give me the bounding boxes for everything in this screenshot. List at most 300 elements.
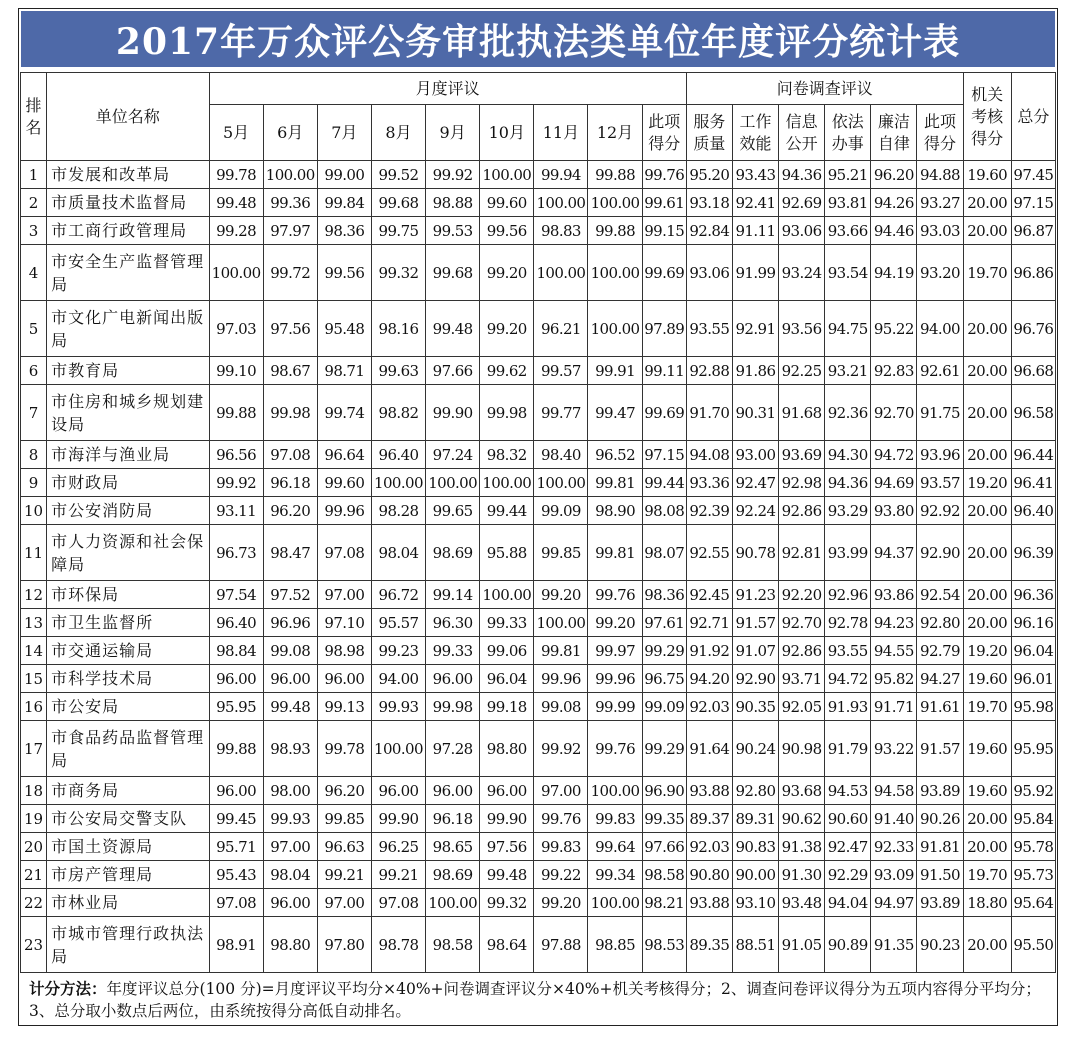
score-cell: 100.00 <box>534 245 588 301</box>
header-survey-score: 此项得分 <box>917 105 963 161</box>
score-cell: 99.69 <box>642 385 686 441</box>
rank-cell: 1 <box>21 161 47 189</box>
score-cell: 94.53 <box>825 777 871 805</box>
score-cell: 98.21 <box>642 889 686 917</box>
score-cell: 20.00 <box>963 581 1011 609</box>
score-cell: 98.08 <box>642 497 686 525</box>
score-cell: 20.00 <box>963 301 1011 357</box>
header-survey-item: 工作效能 <box>732 105 778 161</box>
score-cell: 99.09 <box>642 693 686 721</box>
score-cell: 99.90 <box>480 805 534 833</box>
rank-cell: 17 <box>21 721 47 777</box>
score-cell: 100.00 <box>209 245 263 301</box>
score-cell: 92.80 <box>732 777 778 805</box>
unit-name-cell: 市商务局 <box>47 777 209 805</box>
score-cell: 98.82 <box>371 385 425 441</box>
scoring-method-label: 计分方法： <box>29 979 107 998</box>
score-cell: 93.57 <box>917 469 963 497</box>
score-cell: 99.88 <box>588 217 642 245</box>
score-cell: 99.33 <box>426 637 480 665</box>
table-row <box>21 525 1056 581</box>
score-cell: 90.89 <box>825 917 871 973</box>
score-cell: 92.45 <box>686 581 732 609</box>
score-cell: 93.27 <box>917 189 963 217</box>
score-cell: 99.32 <box>371 245 425 301</box>
score-cell: 93.80 <box>871 497 917 525</box>
score-cell: 100.00 <box>371 721 425 777</box>
score-cell: 98.65 <box>426 833 480 861</box>
score-cell: 98.78 <box>371 917 425 973</box>
score-cell: 97.08 <box>317 525 371 581</box>
score-cell: 100.00 <box>534 609 588 637</box>
score-cell: 90.60 <box>825 805 871 833</box>
score-table-body <box>21 161 1056 973</box>
score-cell: 97.28 <box>426 721 480 777</box>
score-cell: 98.69 <box>426 861 480 889</box>
score-cell: 99.64 <box>588 833 642 861</box>
score-cell: 99.81 <box>588 469 642 497</box>
score-cell: 97.54 <box>209 581 263 609</box>
score-cell: 98.07 <box>642 525 686 581</box>
score-cell: 99.13 <box>317 693 371 721</box>
score-cell: 95.20 <box>686 161 732 189</box>
score-cell: 97.56 <box>480 833 534 861</box>
score-cell: 94.00 <box>371 665 425 693</box>
score-cell: 99.45 <box>209 805 263 833</box>
table-row <box>21 861 1056 889</box>
score-cell: 93.69 <box>779 441 825 469</box>
score-cell: 90.83 <box>732 833 778 861</box>
score-cell: 92.29 <box>825 861 871 889</box>
score-cell: 99.15 <box>642 217 686 245</box>
score-cell: 96.87 <box>1011 217 1055 245</box>
score-cell: 96.01 <box>1011 665 1055 693</box>
score-cell: 92.70 <box>871 385 917 441</box>
score-cell: 93.89 <box>917 889 963 917</box>
table-row <box>21 777 1056 805</box>
score-cell: 92.90 <box>917 525 963 581</box>
score-cell: 97.97 <box>263 217 317 245</box>
unit-name-cell: 市文化广电新闻出版局 <box>47 301 209 357</box>
score-cell: 100.00 <box>588 245 642 301</box>
score-cell: 99.20 <box>534 889 588 917</box>
header-monthly-group: 月度评议 <box>209 73 686 105</box>
score-cell: 90.78 <box>732 525 778 581</box>
rank-cell: 20 <box>21 833 47 861</box>
score-cell: 91.11 <box>732 217 778 245</box>
unit-name-cell: 市科学技术局 <box>47 665 209 693</box>
score-cell: 93.89 <box>917 777 963 805</box>
score-cell: 99.48 <box>426 301 480 357</box>
unit-name-cell: 市食品药品监督管理局 <box>47 721 209 777</box>
header-month: 6月 <box>263 105 317 161</box>
rank-cell: 12 <box>21 581 47 609</box>
table-row <box>21 217 1056 245</box>
table-row <box>21 721 1056 777</box>
score-cell: 99.34 <box>588 861 642 889</box>
score-cell: 98.28 <box>371 497 425 525</box>
score-cell: 98.32 <box>480 441 534 469</box>
score-cell: 99.65 <box>426 497 480 525</box>
score-cell: 99.75 <box>371 217 425 245</box>
score-cell: 91.75 <box>917 385 963 441</box>
score-cell: 93.22 <box>871 721 917 777</box>
unit-name-cell: 市工商行政管理局 <box>47 217 209 245</box>
score-cell: 92.47 <box>732 469 778 497</box>
score-cell: 92.70 <box>779 609 825 637</box>
score-cell: 99.60 <box>480 189 534 217</box>
score-cell: 99.20 <box>480 245 534 301</box>
header-survey-group: 问卷调查评议 <box>686 73 963 105</box>
unit-name-cell: 市国土资源局 <box>47 833 209 861</box>
rank-cell: 23 <box>21 917 47 973</box>
score-cell: 91.92 <box>686 637 732 665</box>
score-cell: 94.04 <box>825 889 871 917</box>
score-cell: 96.41 <box>1011 469 1055 497</box>
score-cell: 99.94 <box>534 161 588 189</box>
score-cell: 94.55 <box>871 637 917 665</box>
score-cell: 90.35 <box>732 693 778 721</box>
score-cell: 97.08 <box>263 441 317 469</box>
score-cell: 99.98 <box>426 693 480 721</box>
header-survey-item: 廉洁自律 <box>871 105 917 161</box>
score-cell: 93.24 <box>779 245 825 301</box>
score-cell: 96.40 <box>1011 497 1055 525</box>
score-cell: 96.00 <box>209 665 263 693</box>
header-monthly-score: 此项得分 <box>642 105 686 161</box>
score-cell: 99.20 <box>588 609 642 637</box>
score-cell: 93.55 <box>686 301 732 357</box>
score-cell: 100.00 <box>588 189 642 217</box>
score-cell: 90.00 <box>732 861 778 889</box>
score-cell: 99.22 <box>534 861 588 889</box>
score-cell: 91.99 <box>732 245 778 301</box>
score-cell: 90.98 <box>779 721 825 777</box>
score-cell: 99.72 <box>263 245 317 301</box>
rank-cell: 15 <box>21 665 47 693</box>
score-cell: 99.53 <box>426 217 480 245</box>
score-cell: 96.04 <box>480 665 534 693</box>
score-cell: 94.26 <box>871 189 917 217</box>
score-cell: 99.91 <box>588 357 642 385</box>
unit-name-cell: 市林业局 <box>47 889 209 917</box>
score-cell: 93.56 <box>779 301 825 357</box>
score-cell: 98.69 <box>426 525 480 581</box>
score-cell: 99.60 <box>317 469 371 497</box>
score-cell: 95.88 <box>480 525 534 581</box>
score-cell: 99.81 <box>588 525 642 581</box>
score-cell: 96.30 <box>426 609 480 637</box>
table-row <box>21 833 1056 861</box>
score-cell: 93.55 <box>825 637 871 665</box>
score-cell: 99.62 <box>480 357 534 385</box>
score-cell: 97.00 <box>534 777 588 805</box>
score-cell: 93.20 <box>917 245 963 301</box>
score-cell: 96.52 <box>588 441 642 469</box>
score-cell: 20.00 <box>963 917 1011 973</box>
score-cell: 99.14 <box>426 581 480 609</box>
score-cell: 93.43 <box>732 161 778 189</box>
score-cell: 91.05 <box>779 917 825 973</box>
score-cell: 98.53 <box>642 917 686 973</box>
score-cell: 99.88 <box>209 385 263 441</box>
score-cell: 100.00 <box>480 469 534 497</box>
score-cell: 93.29 <box>825 497 871 525</box>
score-cell: 95.98 <box>1011 693 1055 721</box>
score-cell: 99.00 <box>317 161 371 189</box>
score-cell: 93.86 <box>871 581 917 609</box>
score-cell: 98.36 <box>317 217 371 245</box>
score-cell: 96.20 <box>263 497 317 525</box>
score-cell: 96.25 <box>371 833 425 861</box>
score-cell: 98.64 <box>480 917 534 973</box>
scoring-method-note <box>29 978 1047 1022</box>
score-cell: 96.21 <box>534 301 588 357</box>
score-cell: 96.04 <box>1011 637 1055 665</box>
score-cell: 98.80 <box>263 917 317 973</box>
score-cell: 99.56 <box>317 245 371 301</box>
score-cell: 94.69 <box>871 469 917 497</box>
table-row <box>21 497 1056 525</box>
score-cell: 90.24 <box>732 721 778 777</box>
score-cell: 99.85 <box>317 805 371 833</box>
score-cell: 98.04 <box>263 861 317 889</box>
score-cell: 98.80 <box>480 721 534 777</box>
score-cell: 99.90 <box>426 385 480 441</box>
score-cell: 99.83 <box>588 805 642 833</box>
table-row <box>21 889 1056 917</box>
rank-cell: 19 <box>21 805 47 833</box>
score-cell: 99.44 <box>642 469 686 497</box>
rank-cell: 6 <box>21 357 47 385</box>
table-row <box>21 301 1056 357</box>
score-cell: 98.58 <box>426 917 480 973</box>
score-cell: 92.84 <box>686 217 732 245</box>
table-row <box>21 161 1056 189</box>
score-cell: 91.68 <box>779 385 825 441</box>
scoring-method-text: 年度评议总分(100 分)=月度评议平均分×40%+问卷调查评议分×40%+机关考核得分；2、调查问卷评议得分为五项内容得分平均分；3、总分取小数点后两位，由系统按得分高低自动排名。 <box>29 980 1041 1020</box>
score-cell: 94.75 <box>825 301 871 357</box>
score-cell: 99.97 <box>588 637 642 665</box>
score-cell: 91.38 <box>779 833 825 861</box>
score-cell: 96.86 <box>1011 245 1055 301</box>
score-cell: 93.99 <box>825 525 871 581</box>
table-row <box>21 917 1056 973</box>
score-cell: 91.81 <box>917 833 963 861</box>
score-cell: 99.28 <box>209 217 263 245</box>
score-cell: 20.00 <box>963 805 1011 833</box>
score-cell: 99.56 <box>480 217 534 245</box>
score-cell: 90.80 <box>686 861 732 889</box>
sheet-title: 2017年万众评公务审批执法类单位年度评分统计表 <box>21 11 1055 67</box>
score-cell: 99.92 <box>534 721 588 777</box>
score-cell: 99.83 <box>534 833 588 861</box>
unit-name-cell: 市卫生监督所 <box>47 609 209 637</box>
unit-name-cell: 市住房和城乡规划建设局 <box>47 385 209 441</box>
score-cell: 92.25 <box>779 357 825 385</box>
score-cell: 96.00 <box>317 665 371 693</box>
score-cell: 99.23 <box>371 637 425 665</box>
table-row <box>21 245 1056 301</box>
score-cell: 92.92 <box>917 497 963 525</box>
score-cell: 91.71 <box>871 693 917 721</box>
score-cell: 96.96 <box>263 609 317 637</box>
unit-name-cell: 市海洋与渔业局 <box>47 441 209 469</box>
score-cell: 99.61 <box>642 189 686 217</box>
score-cell: 99.18 <box>480 693 534 721</box>
score-cell: 94.19 <box>871 245 917 301</box>
score-cell: 96.20 <box>317 777 371 805</box>
score-cell: 97.56 <box>263 301 317 357</box>
score-cell: 91.79 <box>825 721 871 777</box>
rank-cell: 16 <box>21 693 47 721</box>
score-cell: 92.98 <box>779 469 825 497</box>
score-cell: 94.36 <box>825 469 871 497</box>
header-total: 总分 <box>1011 73 1055 161</box>
score-cell: 98.98 <box>317 637 371 665</box>
unit-name-cell: 市房产管理局 <box>47 861 209 889</box>
score-cell: 91.57 <box>732 609 778 637</box>
table-row <box>21 805 1056 833</box>
header-month: 10月 <box>480 105 534 161</box>
score-cell: 98.47 <box>263 525 317 581</box>
score-cell: 93.10 <box>732 889 778 917</box>
table-row <box>21 581 1056 609</box>
score-cell: 97.89 <box>642 301 686 357</box>
score-cell: 92.03 <box>686 833 732 861</box>
score-cell: 99.76 <box>588 721 642 777</box>
score-cell: 99.20 <box>480 301 534 357</box>
score-cell: 95.48 <box>317 301 371 357</box>
score-cell: 100.00 <box>426 469 480 497</box>
rank-cell: 8 <box>21 441 47 469</box>
score-cell: 91.50 <box>917 861 963 889</box>
score-cell: 99.29 <box>642 637 686 665</box>
unit-name-cell: 市质量技术监督局 <box>47 189 209 217</box>
rank-cell: 21 <box>21 861 47 889</box>
score-cell: 96.39 <box>1011 525 1055 581</box>
header-month: 5月 <box>209 105 263 161</box>
score-cell: 94.58 <box>871 777 917 805</box>
score-cell: 93.88 <box>686 889 732 917</box>
unit-name-cell: 市公安消防局 <box>47 497 209 525</box>
score-cell: 95.82 <box>871 665 917 693</box>
score-cell: 94.23 <box>871 609 917 637</box>
score-cell: 92.91 <box>732 301 778 357</box>
score-cell: 91.57 <box>917 721 963 777</box>
score-cell: 96.64 <box>317 441 371 469</box>
score-cell: 19.20 <box>963 469 1011 497</box>
score-cell: 96.56 <box>209 441 263 469</box>
score-cell: 20.00 <box>963 217 1011 245</box>
score-cell: 92.03 <box>686 693 732 721</box>
score-cell: 97.00 <box>317 889 371 917</box>
score-cell: 97.66 <box>642 833 686 861</box>
score-cell: 93.11 <box>209 497 263 525</box>
score-cell: 92.41 <box>732 189 778 217</box>
score-cell: 94.46 <box>871 217 917 245</box>
rank-cell: 4 <box>21 245 47 301</box>
score-cell: 99.68 <box>426 245 480 301</box>
score-cell: 20.00 <box>963 385 1011 441</box>
score-cell: 99.84 <box>317 189 371 217</box>
score-cell: 92.69 <box>779 189 825 217</box>
score-cell: 93.18 <box>686 189 732 217</box>
score-cell: 92.33 <box>871 833 917 861</box>
unit-name-cell: 市教育局 <box>47 357 209 385</box>
rank-cell: 13 <box>21 609 47 637</box>
unit-name-cell: 市财政局 <box>47 469 209 497</box>
score-cell: 99.57 <box>534 357 588 385</box>
score-cell: 98.85 <box>588 917 642 973</box>
score-cell: 99.32 <box>480 889 534 917</box>
score-cell: 98.71 <box>317 357 371 385</box>
header-month: 11月 <box>534 105 588 161</box>
score-cell: 94.36 <box>779 161 825 189</box>
score-cell: 97.80 <box>317 917 371 973</box>
score-cell: 96.00 <box>426 777 480 805</box>
score-cell: 96.36 <box>1011 581 1055 609</box>
score-cell: 97.15 <box>642 441 686 469</box>
score-cell: 97.03 <box>209 301 263 357</box>
rank-cell: 10 <box>21 497 47 525</box>
score-cell: 99.09 <box>534 497 588 525</box>
score-cell: 94.72 <box>825 665 871 693</box>
score-cell: 19.60 <box>963 665 1011 693</box>
score-cell: 92.61 <box>917 357 963 385</box>
score-cell: 98.04 <box>371 525 425 581</box>
rank-cell: 14 <box>21 637 47 665</box>
score-cell: 99.77 <box>534 385 588 441</box>
table-row <box>21 189 1056 217</box>
score-cell: 93.68 <box>779 777 825 805</box>
score-cell: 99.35 <box>642 805 686 833</box>
table-row <box>21 665 1056 693</box>
score-cell: 97.88 <box>534 917 588 973</box>
score-cell: 93.36 <box>686 469 732 497</box>
score-cell: 98.93 <box>263 721 317 777</box>
rank-cell: 11 <box>21 525 47 581</box>
score-cell: 20.00 <box>963 441 1011 469</box>
score-cell: 96.00 <box>371 777 425 805</box>
score-cell: 95.84 <box>1011 805 1055 833</box>
score-cell: 99.33 <box>480 609 534 637</box>
score-cell: 92.86 <box>779 637 825 665</box>
rank-cell: 9 <box>21 469 47 497</box>
unit-name-cell: 市安全生产监督管理局 <box>47 245 209 301</box>
score-cell: 99.21 <box>371 861 425 889</box>
score-cell: 96.40 <box>371 441 425 469</box>
score-cell: 98.16 <box>371 301 425 357</box>
score-cell: 97.45 <box>1011 161 1055 189</box>
score-cell: 97.00 <box>317 581 371 609</box>
score-cell: 95.73 <box>1011 861 1055 889</box>
score-cell: 92.05 <box>779 693 825 721</box>
header-month: 12月 <box>588 105 642 161</box>
score-cell: 98.00 <box>263 777 317 805</box>
header-rank: 排名 <box>21 73 47 161</box>
score-table <box>20 72 1056 973</box>
score-cell: 95.43 <box>209 861 263 889</box>
score-cell: 98.84 <box>209 637 263 665</box>
score-cell: 99.90 <box>371 805 425 833</box>
score-cell: 19.60 <box>963 777 1011 805</box>
unit-name-cell: 市城市管理行政执法局 <box>47 917 209 973</box>
score-cell: 96.00 <box>209 777 263 805</box>
score-cell: 93.71 <box>779 665 825 693</box>
score-cell: 99.48 <box>480 861 534 889</box>
score-cell: 99.10 <box>209 357 263 385</box>
